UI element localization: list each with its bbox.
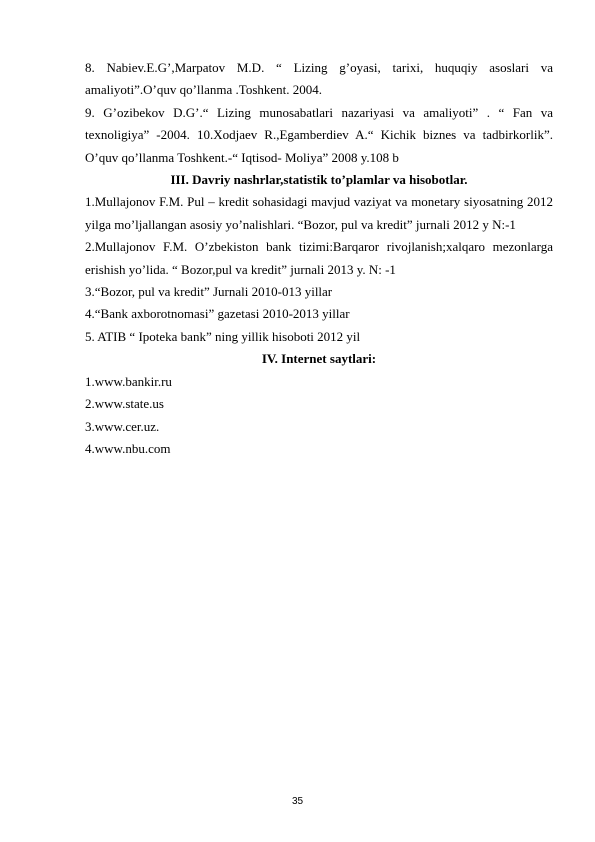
website-item: 2.www.state.us xyxy=(85,396,164,412)
periodical-item: 5. ATIB “ Ipoteka bank” ning yillik hisoboti 2012 yil xyxy=(85,328,361,344)
periodical-item: 4.“Bank axborotnomasi” gazetasi 2010-2013 yillar xyxy=(85,306,350,322)
reference-item-9-10: 9. G’ozibekov D.G’.“ Lizing munosabatlari nazariyasi va amaliyoti” . “ Fan va texnoligiya” -2004. 10.Xodjaev R.,Egamberdiev A.“ Kichik biznes va tadbirkorlik”. O’quv qo’llanma Toshkent.-“ Iqtisod- Moliya” 2008 y.108 b xyxy=(85,104,553,165)
page-number: 35 xyxy=(291,796,304,807)
section-4-heading: IV. Internet saytlari: xyxy=(261,351,377,367)
website-item: 1.www.bankir.ru xyxy=(85,373,172,389)
website-item: 3.www.cer.uz. xyxy=(85,418,160,434)
periodical-item: 1.Mullajonov F.M. Pul – kredit sohasidagi mavjud vaziyat va monetary siyosatning 2012 yilga mo’ljallangan asosiy yo’nalishlari. “Bozor, pul va kredit” jurnali 2012 y N:-1 xyxy=(85,194,553,232)
periodical-item: 3.“Bozor, pul va kredit” Jurnali 2010-013 yillar xyxy=(85,284,333,300)
reference-item-8: 8. Nabiev.E.G’,Marpatov M.D. “ Lizing g’oyasi, tarixi, huquqiy asoslari va amaliyoti”.O’quv qo’llanma .Toshkent. 2004. xyxy=(85,60,553,98)
section-3-heading: III. Davriy nashrlar,statistik to’plamlar va hisobotlar. xyxy=(170,172,468,188)
periodical-item: 2.Mullajonov F.M. O’zbekiston bank tizimi:Barqaror rivojlanish;xalqaro mezonlarga erishish yo’lida. “ Bozor,pul va kredit” jurnali 2013 y. N: -1 xyxy=(85,239,553,277)
document-body xyxy=(85,57,553,460)
website-item: 4.www.nbu.com xyxy=(85,440,171,456)
